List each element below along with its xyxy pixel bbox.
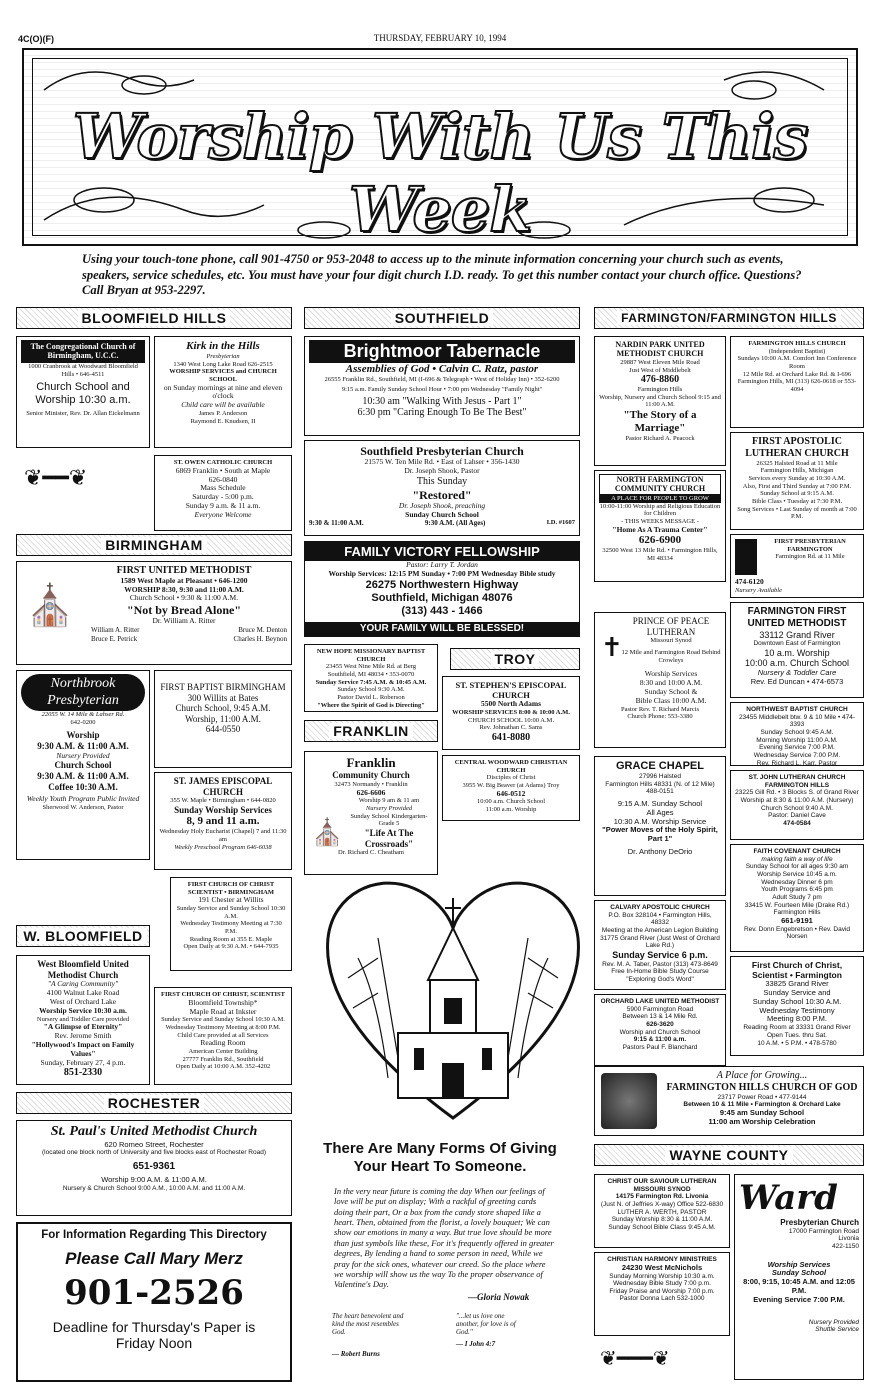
poem-title: There Are Many Forms Of Giving Your Heart To Someone. <box>323 1140 557 1175</box>
ad-franklin: Franklin Community Church 32473 Normandy • Franklin 626-6606 Worship 9 am & 11 am Nursery Provided Sunday School Kindergarten-Grade 5 "Life At The Crossroads" Dr. Richard C. Cheatham ⛪ <box>304 751 438 875</box>
ad-kirk: Kirk in the Hills Presbyterian 1340 West Long Lake Road 626-2515 WORSHIP SERVICES and CHURCH SCHOOL on Sunday mornings at nine and eleven o'clock Child care will be available James P. Anderson Raymond E. Knudsen, II <box>154 336 292 448</box>
ad-new-hope: NEW HOPE MISSIONARY BAPTIST CHURCH 23455 West Nine Mile Rd. at Berg Southfield, MI 48034 • 353-0070 Sunday Service 7:45 A.M. & 10:45 A.M. Sunday School 9:30 A.M. Pastor David L. Roberson "Where the Spirit of God is Directing" <box>304 644 438 712</box>
ad-first-presbyterian-farmington: FIRST PRESBYTERIAN FARMINGTON Farmington Rd. at 11 Mile 474-6120 Nursery Available <box>730 534 864 598</box>
ad-christ-our-saviour: CHRIST OUR SAVIOUR LUTHERAN MISSOURI SYNOD 14175 Farmington Rd. Livonia (Just N. of Jeffries X-way) Office 522-6830 LUTHER A. WERTH, PASTOR Sunday Worship 8:30 & 11:00 A.M. Sunday School Bible Class 9:45 A.M. <box>594 1174 730 1248</box>
ad-grace-chapel: GRACE CHAPEL 27996 Halsted Farmington Hills 48331 (N. of 12 Mile) 488-0151 9:15 A.M. Sunday School All Ages 10:30 A.M. Worship Service "Power Moves of the Holy Spirit, Part 1" Dr. Anthony DeOrio <box>594 756 726 896</box>
ad-orchard-lake-methodist: ORCHARD LAKE UNITED METHODIST 5900 Farmington Road Between 13 & 14 Mile Rd. 626-3620 Worship and Church School 9:15 & 11:00 a.m. Pastors Paul F. Blanchard <box>594 994 726 1066</box>
section-header: SOUTHFIELD <box>304 307 580 329</box>
ad-farmington-hills-church: FARMINGTON HILLS CHURCH (Independent Baptist) Sundays 10:00 A.M. Comfort Inn Conference Room 12 Mile Rd. at Orchard Lake Rd. & I-696 Farmington Hills, MI (313) 626-0618 or 553-4094 <box>730 336 864 428</box>
steeple-icon: ⛪ <box>311 818 344 847</box>
section-header: WAYNE COUNTY <box>594 1144 864 1166</box>
church-building-icon: ⛪ <box>25 583 75 628</box>
ad-nardin-park: NARDIN PARK UNITED METHODIST CHURCH 29887 West Eleven Mile Road Just West of Middlebelt 476-8860 Farmington Hills Worship, Nursery and Church School 9:15 and 11:00 A.M. "The Story of a Marriage" Pastor Richard A. Peacock <box>594 336 726 466</box>
cross-icon: ✝ <box>601 633 623 662</box>
ornament-icon: ❦━━━❦ <box>600 1348 670 1370</box>
section-label: 4C(O)(F) <box>18 34 54 44</box>
john-attribution: — I John 4:7 <box>456 1340 496 1348</box>
ad-first-baptist: FIRST BAPTIST BIRMINGHAM 300 Willits at Bates Church School, 9:45 A.M. Worship, 11:00 A.M. 644-0550 <box>154 670 292 768</box>
section-header: BIRMINGHAM <box>16 534 292 556</box>
ad-first-methodist-birmingham: FIRST UNITED METHODIST 1589 West Maple at Pleasant • 646-1200 WORSHIP 8:30, 9:30 and 11:00 A.M. Church School • 9:30 & 11:00 A.M. "Not by Bread Alone" Dr. William A. Ritter William A. Ritter Bruce M. Denton Bruce E. Petrick Charles H. Beynon ⛪ <box>16 561 292 665</box>
section-header: FARMINGTON/FARMINGTON HILLS <box>594 307 864 329</box>
ad-northwest-baptist: NORTHWEST BAPTIST CHURCH 23455 Middlebelt btw. 9 & 10 Mile • 474-3393 Sunday School 9:45 A.M. Morning Worship 11:00 A.M. Evening Service 7:00 P.M. Wednesday Service 7:00 P.M. Rev. Richard L. Karr, Pastor <box>730 702 864 766</box>
ad-christian-science-bloomfield: FIRST CHURCH OF CHRIST, SCIENTIST Bloomfield Township* Maple Road at Inkster Sunday Service and Sunday School 10:30 A.M. Wednesday Testimony Meeting at 8:00 P.M. Child Care provided at all Services Reading Room American Center Building 27777 Franklin Rd., Southfield Open Daily at 10:00 A.M. 352-4202 <box>154 987 292 1085</box>
ad-christian-science-farmington: First Church of Christ, Scientist • Farmington 33825 Grand River Sunday Service and Sunday School 10:30 A.M. Wednesday Testimony Meeting 8:00 P.M. Reading Room at 33331 Grand River Open Tues. thru Sat. 10 A.M. • 5 P.M. • 478-5780 <box>730 956 864 1056</box>
ad-congregational: The Congregational Church of Birmingham, U.C.C. 1000 Cranbrook at Woodward Bloomfield Hills • 646-4511 Church School and Worship 10:30 a.m. Senior Minister, Rev. Dr. Allan Eickelmann <box>16 336 150 448</box>
ad-christian-harmony: CHRISTIAN HARMONY MINISTRIES 24230 West McNichols Sunday Morning Worship 10:30 a.m. Wednesday Bible Study 7:00 p.m. Friday Praise and Worship 7:00 p.m. Pastor Donna Lach 532-1000 <box>594 1252 730 1336</box>
ad-northbrook: Northbrook Presbyterian 22055 W. 14 Mile & Lahser Rd. 642-0200 Worship 9:30 A.M. & 11:00 A.M. Nursery Provided Church School 9:30 A.M. & 11:00 A.M. Coffee 10:30 A.M. Weekly Youth Program Public Invited Sherwood W. Anderson, Pastor <box>16 670 150 860</box>
ad-calvary-apostolic: CALVARY APOSTOLIC CHURCH P.O. Box 328104 • Farmington Hills, 48332 Meeting at the American Legion Building 31775 Grand River (Just West of Orchard Lake Rd.) Sunday Service 6 p.m. Rev. M. A. Taber, Pastor (313) 473-8649 Free In-Home Bible Study Course "Exploring God's Word" <box>594 900 726 990</box>
ornament-icon: ❦━━❦ <box>24 465 88 490</box>
ad-faith-covenant: FAITH COVENANT CHURCH making faith a way of life Sunday School for all ages 9:30 am Worship Service 10:45 a.m. Wednesday Dinner 6 pm Youth Programs 6:45 pm Adult Study 7 pm 33415 W. Fourteen Mile (Drake Rd.) Farmington Hills 661-9191 Rev. Donn Engebretson • Rev. David Norsen <box>730 844 864 952</box>
ad-central-woodward: CENTRAL WOODWARD CHRISTIAN CHURCH Disciples of Christ 3955 W. Big Beaver (at Adams) Troy 646-0512 10:00 a.m. Church School 11:00 a.m. Worship <box>442 755 580 821</box>
ad-north-farmington: NORTH FARMINGTON COMMUNITY CHURCH A PLACE FOR PEOPLE TO GROW 10:00-11:00 Worship and Religious Education for Children - THIS WEEKS MESSAGE - "Home As A Trauma Center" 626-6900 32500 West 13 Mile Rd. • Farmington Hills, MI 48334 <box>594 470 726 582</box>
section-header: TROY <box>450 648 580 670</box>
poem-text: In the very near future is coming the day When our feelings of love will be put on display; With a rackful of greeting cards doing their part, Or a box from the candy store shaped like a heart. Then, obtained from the florist, a lovely bouquet; We can show our emotions in many a way. But true love should be more than just symbols like these, For it's frequently offered in greater degrees, By lending a hand to some person in need, While we pray for the sick ones, whatever our creed. So the place where we worship will show us the way To the proper observance of Valentine's Day. <box>334 1186 554 1290</box>
family-photo <box>601 1073 657 1129</box>
issue-date: THURSDAY, FEBRUARY 10, 1994 <box>373 33 507 43</box>
ad-farmington-hills-church-of-god: A Place for Growing... FARMINGTON HILLS CHURCH OF GOD 23717 Power Road • 477-9144 Between 10 & 11 Mile • Farmington & Orchard Lake 9:45 am Sunday School 11:00 am Worship Celebration <box>594 1066 864 1136</box>
ad-family-victory: FAMILY VICTORY FELLOWSHIP Pastor: Larry T. Jordan Worship Services: 12:15 PM Sunday • 7:00 PM Wednesday Bible study 26275 Northwestern Highway Southfield, Michigan 48076 (313) 443 - 1466 YOUR FAMILY WILL BE BLESSED! <box>304 541 580 637</box>
ad-st-john-lutheran: ST. JOHN LUTHERAN CHURCH FARMINGTON HILLS 23225 Gill Rd. • 3 Blocks S. of Grand River Worship at 8:30 & 11:00 A.M. (Nursery) Church School 9:40 A.M. Pastor: Daniel Cave 474-0584 <box>730 770 864 840</box>
john-quote: "...let us love one another, for love is of God." <box>456 1312 516 1337</box>
ad-west-bloomfield-methodist: West Bloomfield United Methodist Church "A Caring Community" 4100 Walnut Lake Road West of Orchard Lake Worship Service 10:30 a.m. Nursery and Toddler Care provided "A Glimpse of Eternity" Rev. Jerome Smith "Hollywood's Impact on Family Values" Sunday, February 27, 4 p.m. 851-2330 <box>16 955 150 1085</box>
ad-southfield-presbyterian: Southfield Presbyterian Church 21575 W. Ten Mile Rd. • East of Lahser • 356-1430 Dr. Joseph Shook, Pastor This Sunday "Restored" Dr. Joseph Shook, preaching Sunday Church School 9:30 & 11:00 A.M. 9:30 A.M. (All Ages) I.D. #1607 <box>304 440 580 536</box>
ad-directory-info: For Information Regarding This Directory Please Call Mary Merz 901-2526 Deadline for Thursday's Paper is Friday Noon <box>16 1222 292 1382</box>
banner <box>22 48 858 246</box>
poem-author: —Gloria Nowak <box>468 1292 530 1302</box>
heart-church-illustration <box>318 868 588 1128</box>
intro-text: Using your touch-tone phone, call 901-4750 or 953-2048 to access up to the minute information concerning your church such as events, speakers, service schedules, etc. You must have your four digit church I.D. ready. To get this number contact your church office. Questions? Call Bryan at 953-2297. <box>82 252 802 298</box>
section-header: W. BLOOMFIELD <box>16 925 150 947</box>
ad-farmington-first-methodist: FARMINGTON FIRST UNITED METHODIST 33112 Grand River Downtown East of Farmington 10 a.m. Worship 10:00 a.m. Church School Nursery & Toddler Care Rev. Ed Duncan • 474-6573 <box>730 602 864 698</box>
ad-christian-science-birmingham: FIRST CHURCH OF CHRIST SCIENTIST • BIRMINGHAM 191 Chester at Willits Sunday Service and Sunday School 10:30 A.M. Wednesday Testimony Meeting at 7:30 P.M. Reading Room at 355 E. Maple Open Daily at 9:30 A.M. • 644-7935 <box>170 877 292 971</box>
ad-first-apostolic: FIRST APOSTOLIC LUTHERAN CHURCH 26325 Halsted Road at 11 Mile Farmington Hills, Michigan Services every Sunday at 10:30 A.M. Also, First and Third Sunday at 7:00 P.M. Sunday School at 9:15 A.M. Bible Class • Tuesday at 7:30 P.M. Song Services • Last Sunday of month at 7:00 P.M. <box>730 432 864 530</box>
banner-title: Worship With Us This Week <box>72 100 808 246</box>
ad-st-owen: ST. OWEN CATHOLIC CHURCH 6869 Franklin • South at Maple 626-0840 Mass Schedule Saturday - 5:00 p.m. Sunday 9 a.m. & 11 a.m. Everyone Welcome <box>154 455 292 531</box>
ad-ward-presbyterian: Ward Presbyterian Church 17000 Farmington Road Livonia 422-1150 Worship Services Sunday School 8:00, 9:15, 10:45 A.M. and 12:05 P.M. Evening Service 7:00 P.M. Nursery Provided Shuttle Service <box>734 1174 864 1380</box>
section-header: ROCHESTER <box>16 1092 292 1114</box>
ad-brightmoor: Brightmoor Tabernacle Assemblies of God • Calvin C. Ratz, pastor 26555 Franklin Rd., Southfield, MI (I-696 & Telegraph • West of Holiday Inn) • 352-6200 9:15 a.m. Family Sunday School Hour • 7:00 pm Wednesday "Family Night" 10:30 am "Walking With Jesus - Part 1" 6:30 pm "Caring Enough To Be The Best" <box>304 336 580 436</box>
section-header: FRANKLIN <box>304 720 438 742</box>
ad-st-stephens: ST. STEPHEN'S EPISCOPAL CHURCH 5500 North Adams WORSHIP SERVICES 8:00 & 10:00 A.M. CHURCH SCHOOL 10:00 A.M. Rev. Johnathan C. Sams 641-8080 <box>442 676 580 750</box>
ad-prince-of-peace: PRINCE OF PEACE LUTHERAN Missouri Synod 12 Mile and Farmington Road Behind Crowleys Worship Services 8:30 and 10:00 A.M. Sunday School & Bible Class 10:00 A.M. Pastor Rev. T. Richard Marcis Church Phone: 553-3380 ✝ <box>594 612 726 748</box>
ad-st-james: ST. JAMES EPISCOPAL CHURCH 355 W. Maple • Birmingham • 644-0820 Sunday Worship Services 8, 9 and 11 a.m. Wednesday Holy Eucharist (Chapel) 7 and 11:30 am Weekly Preschool Program 646-6038 <box>154 772 292 870</box>
burns-attribution: — Robert Burns <box>332 1350 380 1358</box>
ad-st-pauls: St. Paul's United Methodist Church 620 Romeo Street, Rochester (located one block north of University and five blocks east of Rochester Road) 651-9361 Worship 9:00 A.M. & 11:00 A.M. Nursery & Church School 9:00 A.M., 10:00 A.M. and 11:00 A.M. <box>16 1120 292 1216</box>
burns-quote: The heart benevolent and kind the most resembles God. <box>332 1312 404 1337</box>
section-header: BLOOMFIELD HILLS <box>16 307 292 329</box>
